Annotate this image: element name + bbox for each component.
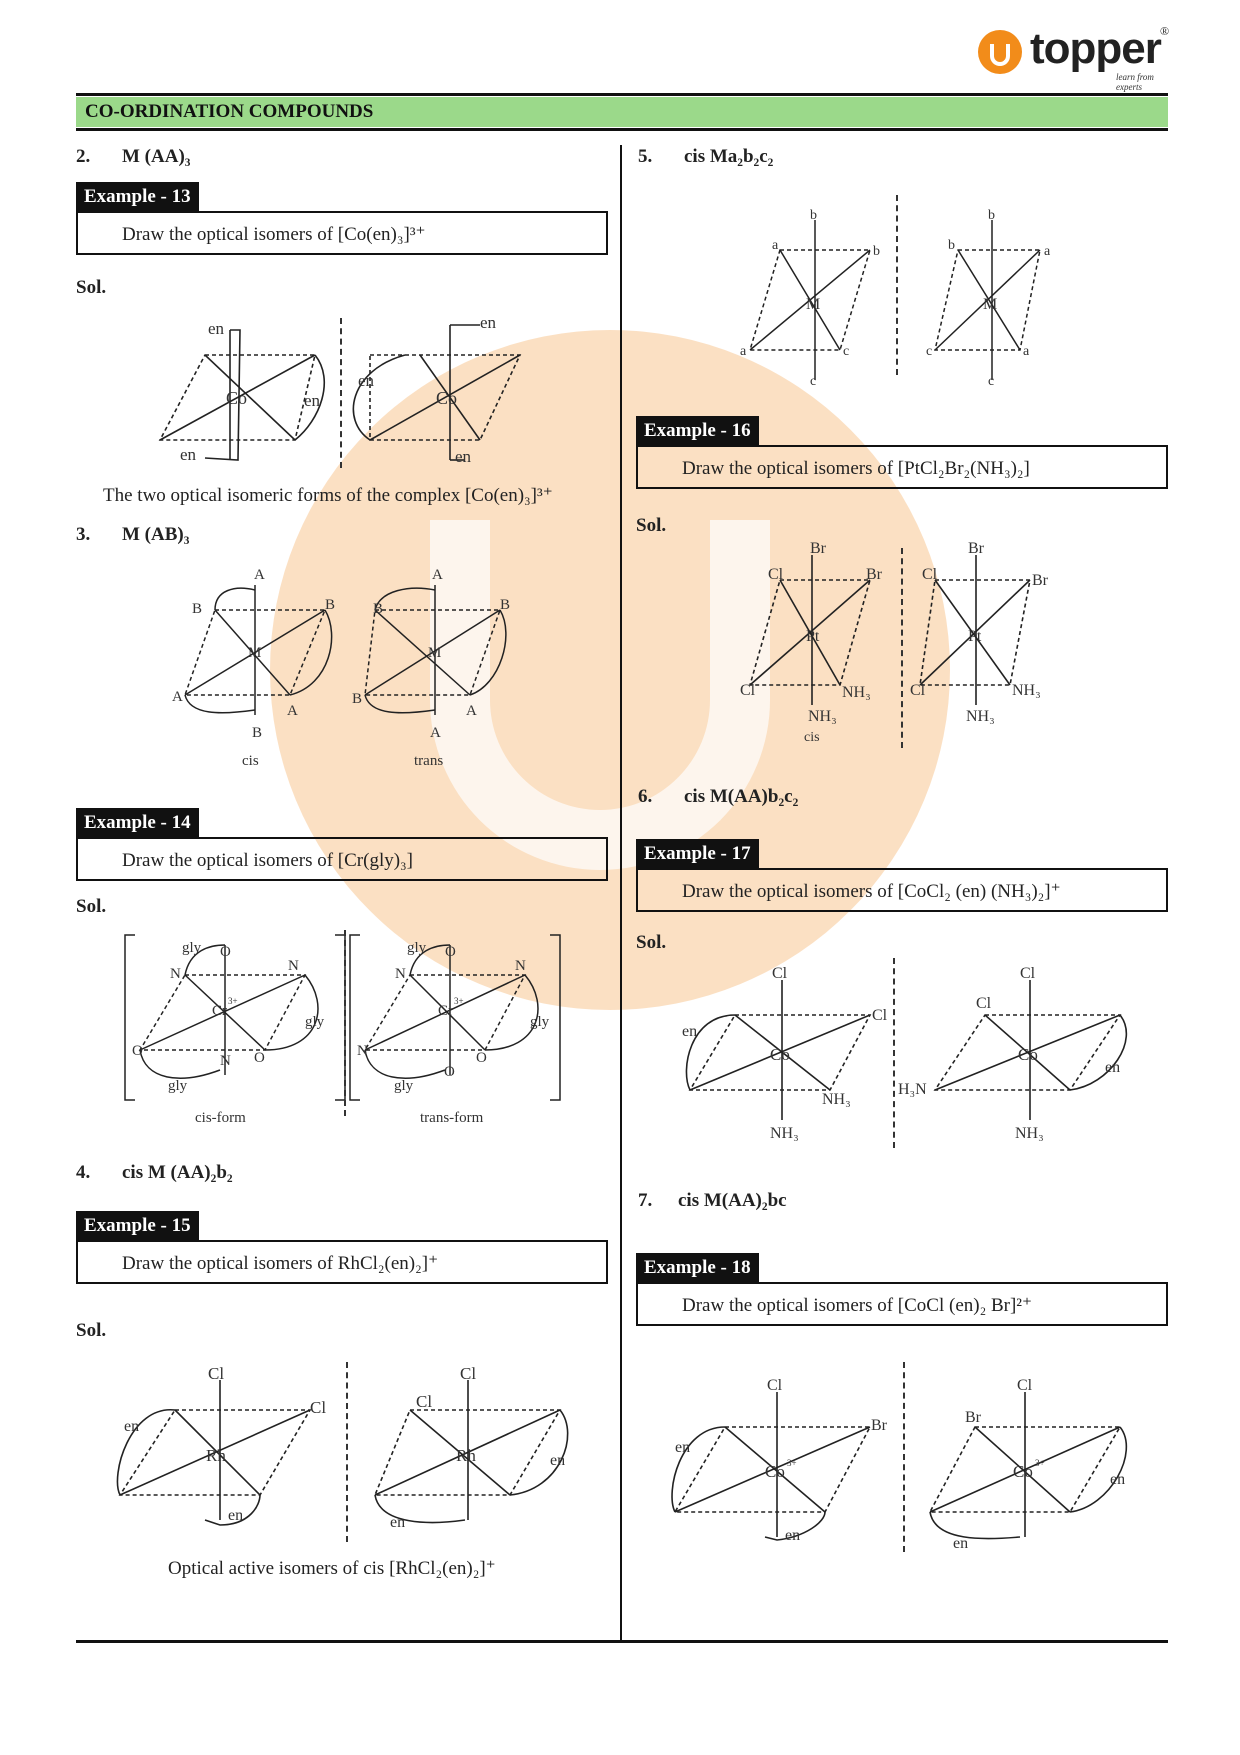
ligand-en: en [1105,1059,1121,1076]
mirror-line [901,548,903,748]
example-17-question: Draw the optical isomers of [CoCl₂ (en) (NH₃)₂]⁺ [636,868,1168,912]
example-15-question: Draw the optical isomers of RhCl₂(en)₂]⁺ [76,1240,608,1284]
section-number: 5. [638,146,653,167]
ligand-en: en [785,1527,801,1544]
ligand-a: A [432,567,443,583]
ligand-c: c [988,374,995,389]
ligand-en: en [455,447,472,466]
cis-label: cis [242,753,259,769]
ligand-br: Br [1032,572,1048,589]
mirror-line [346,1362,348,1542]
ligand-c: c [926,344,933,359]
mirror-line [893,958,895,1148]
ligand-gly: gly [394,1078,414,1094]
ligand-br: Br [810,540,826,557]
ligand-cl: Cl [1017,1377,1033,1394]
ligand-en: en [304,391,321,410]
ligand-en: en [953,1535,969,1552]
ligand-a: A [254,567,265,583]
ligand-b: B [192,601,203,617]
section-title: M (AA)₃ [122,146,191,167]
metal-co: Co [765,1462,785,1481]
atom-n: N [515,958,526,974]
section-title: cis M (AA)₂b₂ [122,1162,233,1183]
header-rule [76,93,1168,96]
atom-n: N [170,966,181,982]
metal-m: M [248,645,262,661]
ligand-en: en [550,1452,566,1469]
ligand-nh3: NH₃ [966,708,995,725]
section-4-heading [76,1162,233,1184]
example-14-tag: Example - 14 [76,808,199,837]
co-cl2-en-nh3-isomers-figure [670,960,1140,1150]
section-number: 4. [76,1162,91,1183]
charge: 3+ [454,996,464,1006]
section-2-heading [76,146,190,168]
example-13-caption: The two optical isomeric forms of the complex [Co(en)₃]³⁺ [103,485,553,506]
charge: 3+ [1035,1458,1045,1468]
atom-o: O [254,1050,265,1066]
ligand-en: en [124,1418,140,1435]
metal-m: M [983,296,998,313]
atom-o: O [132,1043,143,1059]
section-number: 7. [638,1190,653,1211]
example-13-sol: Sol. [76,277,107,298]
ligand-cl: Cl [1020,965,1036,982]
ligand-nh3: NH₃ [822,1091,851,1108]
trans-label: trans [414,753,444,769]
ligand-b: B [325,597,336,613]
cis-label: cis [804,730,820,745]
ligand-nh3: NH₃ [1015,1125,1044,1142]
atom-o: O [220,944,231,960]
ligand-nh3: NH₃ [808,708,837,725]
footer-rule [76,1640,1168,1643]
example-17-sol: Sol. [636,932,667,953]
brand-name: topper [1030,24,1161,73]
example-17-tag: Example - 17 [636,839,759,868]
ligand-cl: Cl [310,1398,327,1417]
section-6-heading [638,786,798,808]
brand-logo-icon [978,30,1022,74]
ligand-en: en [180,445,197,464]
ligand-h3n: H₃N [898,1081,927,1098]
ligand-en: en [228,1507,244,1524]
ligand-en: en [390,1514,406,1531]
rh-cl2-en2-isomers-figure [110,1365,580,1545]
ligand-br: Br [968,540,984,557]
charge: 3+ [787,1458,797,1468]
ligand-a: A [287,703,298,719]
mab3-isomers-figure [170,565,530,775]
ligand-nh3: NH₃ [842,684,871,701]
example-16-question: Draw the optical isomers of [PtCl₂Br₂(NH₃)₂] [636,445,1168,489]
ligand-cl: Cl [922,566,938,583]
registered-mark: ® [1160,24,1170,38]
ligand-c: c [810,374,817,389]
metal-cr: Cr [212,1003,227,1019]
ligand-cl: Cl [208,1364,225,1383]
metal-cr: Cr [438,1003,453,1019]
ligand-a: A [430,725,441,741]
ligand-en: en [1110,1471,1126,1488]
example-16-sol: Sol. [636,515,667,536]
example-15-sol: Sol. [76,1320,107,1341]
mirror-line [896,195,898,375]
example-15-caption: Optical active isomers of cis [RhCl₂(en)₂]⁺ [168,1558,496,1579]
trans-form-label: trans-form [420,1110,484,1126]
ligand-en: en [208,319,225,338]
ligand-cl: Cl [910,682,926,699]
example-14-question: Draw the optical isomers of [Cr(gly)₃] [76,837,608,881]
ligand-a: A [172,689,183,705]
metal-pt: Pt [806,628,820,645]
section-3-heading [76,524,189,546]
ligand-en: en [358,371,375,390]
section-number: 6. [638,786,653,807]
section-title: cis M(AA)b₂c₂ [684,786,799,807]
example-13-question: Draw the optical isomers of [Co(en)₃]³⁺ [76,211,608,255]
example-13-tag: Example - 13 [76,182,199,211]
mirror-line [903,1362,905,1552]
ligand-a: a [772,238,779,253]
ligand-a: a [740,344,747,359]
ligand-b: B [352,691,363,707]
section-7-heading [638,1190,787,1212]
ma2b2c2-isomers-figure [740,205,1070,395]
co-en3-isomers-figure [150,310,540,475]
ligand-cl: Cl [416,1392,433,1411]
example-16-tag: Example - 16 [636,416,759,445]
ligand-cl: Cl [872,1007,888,1024]
ligand-b: b [810,208,817,223]
ligand-c: c [843,344,850,359]
atom-o: O [476,1050,487,1066]
pt-cl2br2nh3-isomers-figure [740,535,1070,745]
ligand-b: B [373,601,384,617]
ligand-b: B [252,725,263,741]
ligand-cl: Cl [740,682,756,699]
ligand-cl: Cl [772,965,788,982]
atom-o: O [445,944,456,960]
ligand-b: b [873,244,880,259]
metal-m: M [806,296,821,313]
charge: 3+ [228,996,238,1006]
metal-co: Co [1018,1045,1038,1064]
metal-m: M [428,645,442,661]
section-5-heading [638,146,773,168]
cis-form-label: cis-form [195,1110,246,1126]
section-title: cis M(AA)₂bc [678,1190,787,1211]
metal-co: Co [1013,1462,1033,1481]
section-number: 2. [76,146,91,167]
ligand-br: Br [965,1409,981,1426]
metal-rh: Rh [456,1446,476,1465]
example-18-tag: Example - 18 [636,1253,759,1282]
ligand-b: b [948,238,955,253]
atom-o: O [444,1064,455,1080]
ligand-br: Br [871,1417,887,1434]
ligand-en: en [480,313,497,332]
ligand-en: en [675,1439,691,1456]
chapter-banner: CO-ORDINATION COMPOUNDS [76,97,1168,127]
ligand-cl: Cl [767,1377,783,1394]
ligand-gly: gly [168,1078,188,1094]
example-18-question: Draw the optical isomers of [CoCl (en)₂ Br]²⁺ [636,1282,1168,1326]
ligand-a: a [1023,344,1030,359]
metal-co: Co [436,388,458,408]
ligand-gly: gly [305,1014,325,1030]
metal-rh: Rh [206,1446,226,1465]
brand-tagline: learn from experts [1116,72,1154,92]
atom-n: N [357,1043,368,1059]
atom-n: N [395,966,406,982]
banner-rule [76,128,1168,131]
atom-n: N [288,958,299,974]
ligand-br: Br [866,566,882,583]
ligand-nh3: NH₃ [770,1125,799,1142]
ligand-a: A [466,703,477,719]
metal-co: Co [226,388,248,408]
section-title: cis Ma₂b₂c₂ [684,146,774,167]
metal-co: Co [770,1045,790,1064]
ligand-gly: gly [530,1014,550,1030]
ligand-nh3: NH₃ [1012,682,1041,699]
metal-pt: Pt [968,628,982,645]
ligand-a: a [1044,244,1051,259]
ligand-cl: Cl [976,995,992,1012]
ligand-en: en [682,1023,698,1040]
mirror-line [340,318,342,468]
mirror-line [344,930,346,1116]
brand-logo [978,24,1174,92]
example-15-tag: Example - 15 [76,1211,199,1240]
ligand-gly: gly [407,940,427,956]
ligand-gly: gly [182,940,202,956]
ligand-b: B [500,597,511,613]
section-title: M (AB)₃ [122,524,190,545]
ligand-cl: Cl [768,566,784,583]
atom-n: N [220,1053,231,1069]
example-14-sol: Sol. [76,896,107,917]
ligand-cl: Cl [460,1364,477,1383]
section-number: 3. [76,524,91,545]
ligand-b: b [988,208,995,223]
column-divider [620,145,622,1642]
